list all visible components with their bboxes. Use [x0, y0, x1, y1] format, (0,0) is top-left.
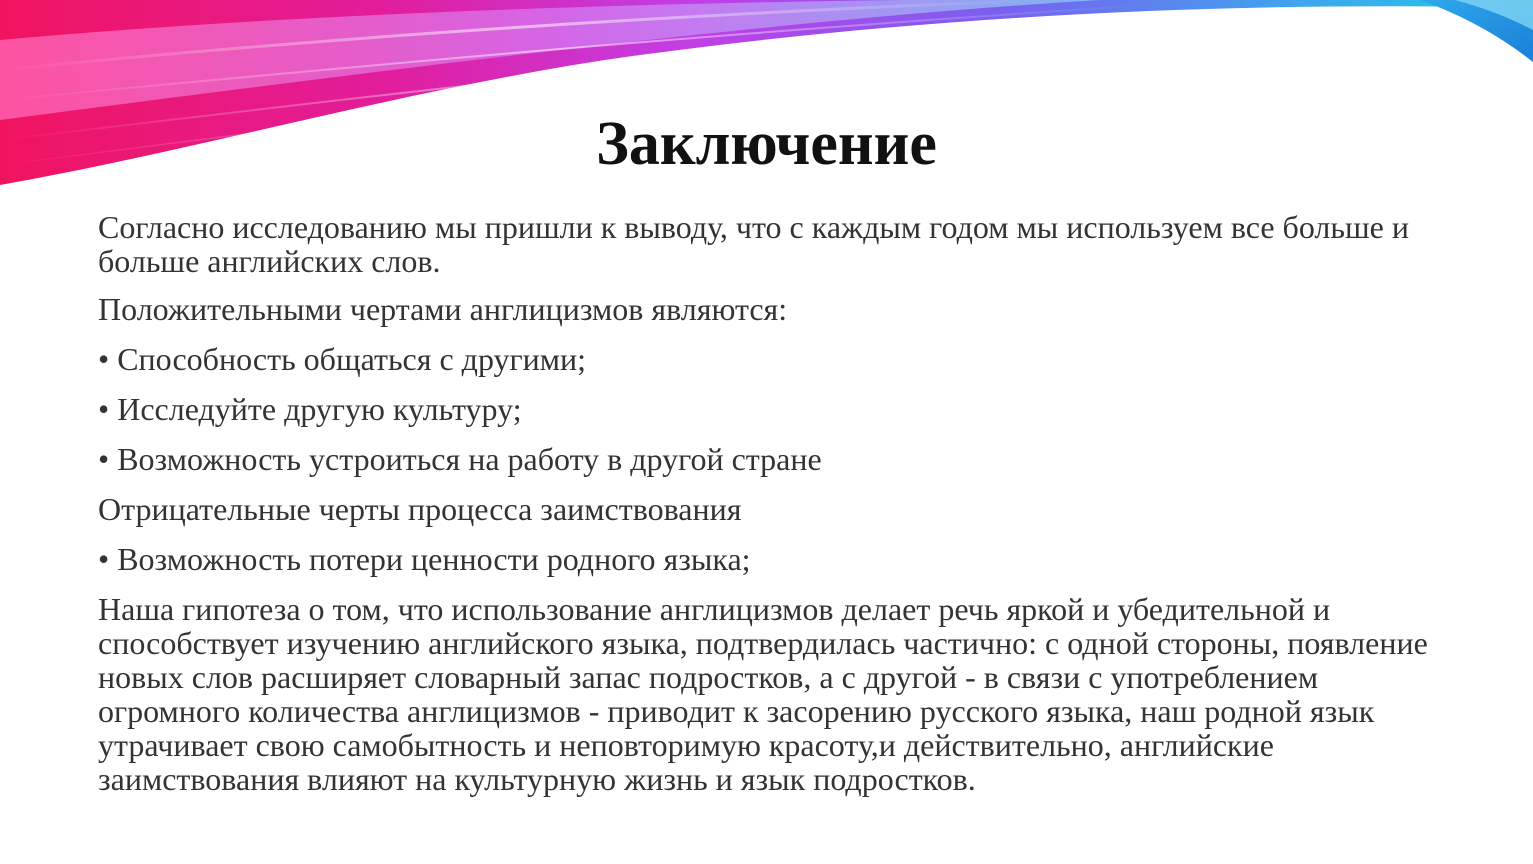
negative-traits-heading: Отрицательные черты процесса заимствования — [98, 491, 742, 527]
hypothesis-paragraph: Наша гипотеза о том, что использование англицизмов делает речь яркой и убедительной и способствует изучению английского языка, подтвердилась частично: с одной стороны, появление новых слов расширяет словарный запас подростков, а с другой - в связи с употреблением огромного количества англицизмов - приводит к засорению русского языка, наш родной язык утрачивает свою самобытность и неповторимую красоту,и действительно, английские заимствования влияют на культурную жизнь и язык подростков. — [98, 591, 1428, 797]
bullet-item: • Исследуйте другую культуру; — [98, 391, 522, 427]
positive-traits-heading: Положительными чертами англицизмов являются: — [98, 291, 788, 327]
conclusion-paragraph: Согласно исследованию мы пришли к выводу, что с каждым годом мы используем все больше и больше английских слов. — [98, 209, 1409, 279]
bullet-item: • Способность общаться с другими; — [98, 341, 587, 377]
bullet-item: • Возможность устроиться на работу в другой стране — [98, 441, 822, 477]
slide-body — [98, 210, 1443, 796]
slide-title: Заключение — [596, 110, 937, 178]
bullet-item: • Возможность потери ценности родного языка; — [98, 541, 751, 577]
